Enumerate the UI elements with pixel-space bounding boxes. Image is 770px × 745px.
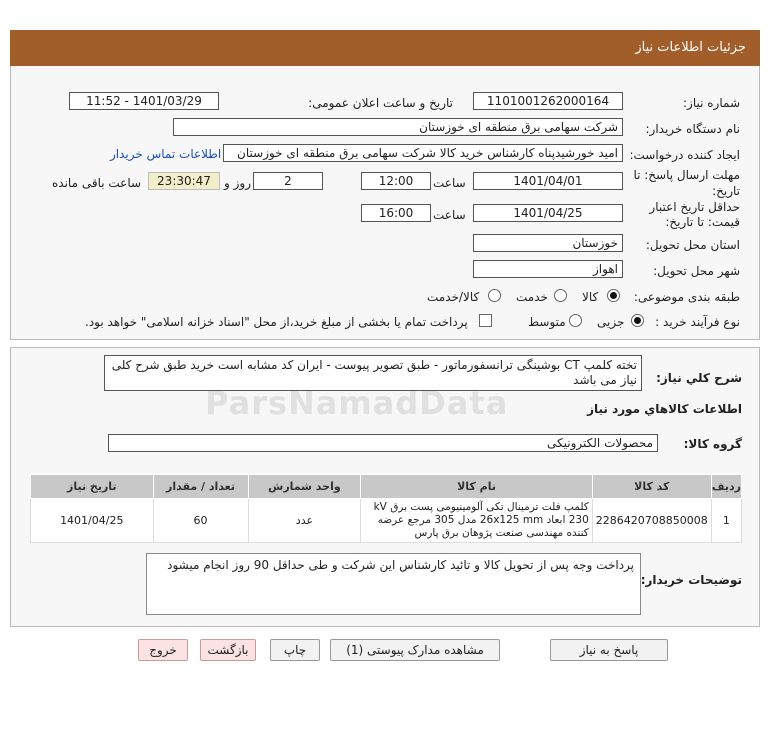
- announce-label: تاریخ و ساعت اعلان عمومی:: [308, 96, 453, 110]
- province-label: استان محل تحویل:: [645, 238, 740, 252]
- validity-label-2: قیمت: تا تاریخ:: [665, 215, 740, 229]
- summary-field: تخته کلمپ CT بوشینگی ترانسفورماتور - طبق تصویر پیوست - ایران کد مشابه است خرید طبق شرح کلی نیاز می باشد: [104, 355, 642, 391]
- cell-date: 1401/04/25: [31, 499, 154, 543]
- cell-name: کلمپ فلت ترمینال تکی آلومینیومی پست برق kV 230 ابعاد 26x125 mm مدل 305 مرجع عرضه کننده مهندسی صنعت پژوهان برق پارس: [361, 499, 593, 543]
- days-field: 2: [253, 172, 323, 190]
- category-service-label: خدمت: [516, 290, 548, 304]
- process-label: نوع فرآیند خرید :: [655, 315, 740, 329]
- deadline-time-field: 12:00: [361, 172, 431, 190]
- validity-time-label: ساعت: [433, 208, 466, 222]
- goods-table: [30, 474, 742, 543]
- deadline-date-field: 1401/04/01: [473, 172, 623, 190]
- col-code: کد کالا: [592, 475, 711, 499]
- goods-section-title: اطلاعات كالاهاي مورد نياز: [587, 402, 742, 416]
- col-row: ردیف: [711, 475, 741, 499]
- exit-button[interactable]: خروج: [138, 639, 188, 661]
- category-goods-radio[interactable]: [607, 289, 620, 302]
- announce-field: 1401/03/29 - 11:52: [69, 92, 219, 110]
- need-number-field: 1101001262000164: [473, 92, 623, 110]
- process-medium-radio[interactable]: [569, 314, 582, 327]
- city-label: شهر محل تحویل:: [653, 264, 740, 278]
- col-date: تاریخ نیاز: [31, 475, 154, 499]
- table-row: [31, 499, 742, 543]
- days-label: روز و: [224, 176, 251, 190]
- remaining-time-field: 23:30:47: [148, 172, 220, 190]
- process-minor-radio[interactable]: [631, 314, 644, 327]
- buyer-notes-field: پرداخت وجه پس از تحویل کالا و تائید کارشناس این شرکت و طی حداقل 90 روز انجام میشود: [146, 553, 641, 615]
- cell-qty: 60: [153, 499, 248, 543]
- cell-unit: عدد: [248, 499, 361, 543]
- page-title: جزئیات اطلاعات نیاز: [10, 30, 760, 66]
- category-label: طبقه بندی موضوعی:: [633, 290, 740, 304]
- validity-label: حداقل تاریخ اعتبار: [649, 200, 740, 214]
- summary-label: شرح كلي نياز:: [656, 371, 742, 385]
- category-both-label: کالا/خدمت: [427, 290, 480, 304]
- reply-button[interactable]: پاسخ به نیاز: [550, 639, 668, 661]
- category-goods-label: کالا: [582, 290, 599, 304]
- attachments-button[interactable]: مشاهده مدارک پیوستی (1): [330, 639, 500, 661]
- creator-label: ایجاد کننده درخواست:: [629, 148, 740, 162]
- col-qty: تعداد / مقدار: [153, 475, 248, 499]
- process-medium-label: متوسط: [528, 315, 566, 329]
- contact-link[interactable]: اطلاعات تماس خریدار: [110, 147, 222, 161]
- deadline-label: مهلت ارسال پاسخ: تا: [633, 168, 740, 182]
- buyer-notes-label: توضیحات خریدار:: [640, 573, 742, 587]
- col-name: نام کالا: [361, 475, 593, 499]
- deadline-time-label: ساعت: [433, 176, 466, 190]
- payment-note: پرداخت تمام یا بخشی از مبلغ خرید،از محل "اسناد خزانه اسلامی" خواهد بود.: [85, 315, 468, 329]
- buyer-org-label: نام دستگاه خریدار:: [645, 122, 740, 136]
- validity-time-field: 16:00: [361, 204, 431, 222]
- print-button[interactable]: چاپ: [270, 639, 320, 661]
- buyer-org-field: شرکت سهامی برق منطقه ای خوزستان: [173, 118, 623, 136]
- back-button[interactable]: بازگشت: [200, 639, 256, 661]
- category-service-radio[interactable]: [554, 289, 567, 302]
- validity-date-field: 1401/04/25: [473, 204, 623, 222]
- category-both-radio[interactable]: [488, 289, 501, 302]
- goods-group-label: گروه کالا:: [683, 437, 742, 451]
- need-number-label: شماره نیاز:: [683, 96, 740, 110]
- cell-code: 2286420708850008: [592, 499, 711, 543]
- col-unit: واحد شمارش: [248, 475, 361, 499]
- deadline-label-2: تاریخ:: [712, 184, 740, 198]
- goods-group-field: محصولات الکترونیکی: [108, 434, 658, 452]
- city-field: اهواز: [473, 260, 623, 278]
- treasury-checkbox[interactable]: [479, 314, 492, 327]
- cell-row: 1: [711, 499, 741, 543]
- remaining-label: ساعت باقی مانده: [52, 176, 142, 190]
- process-minor-label: جزیی: [597, 315, 625, 329]
- province-field: خوزستان: [473, 234, 623, 252]
- creator-field: امید خورشیدپناه کارشناس خرید کالا شرکت سهامی برق منطقه ای خوزستان: [223, 144, 623, 162]
